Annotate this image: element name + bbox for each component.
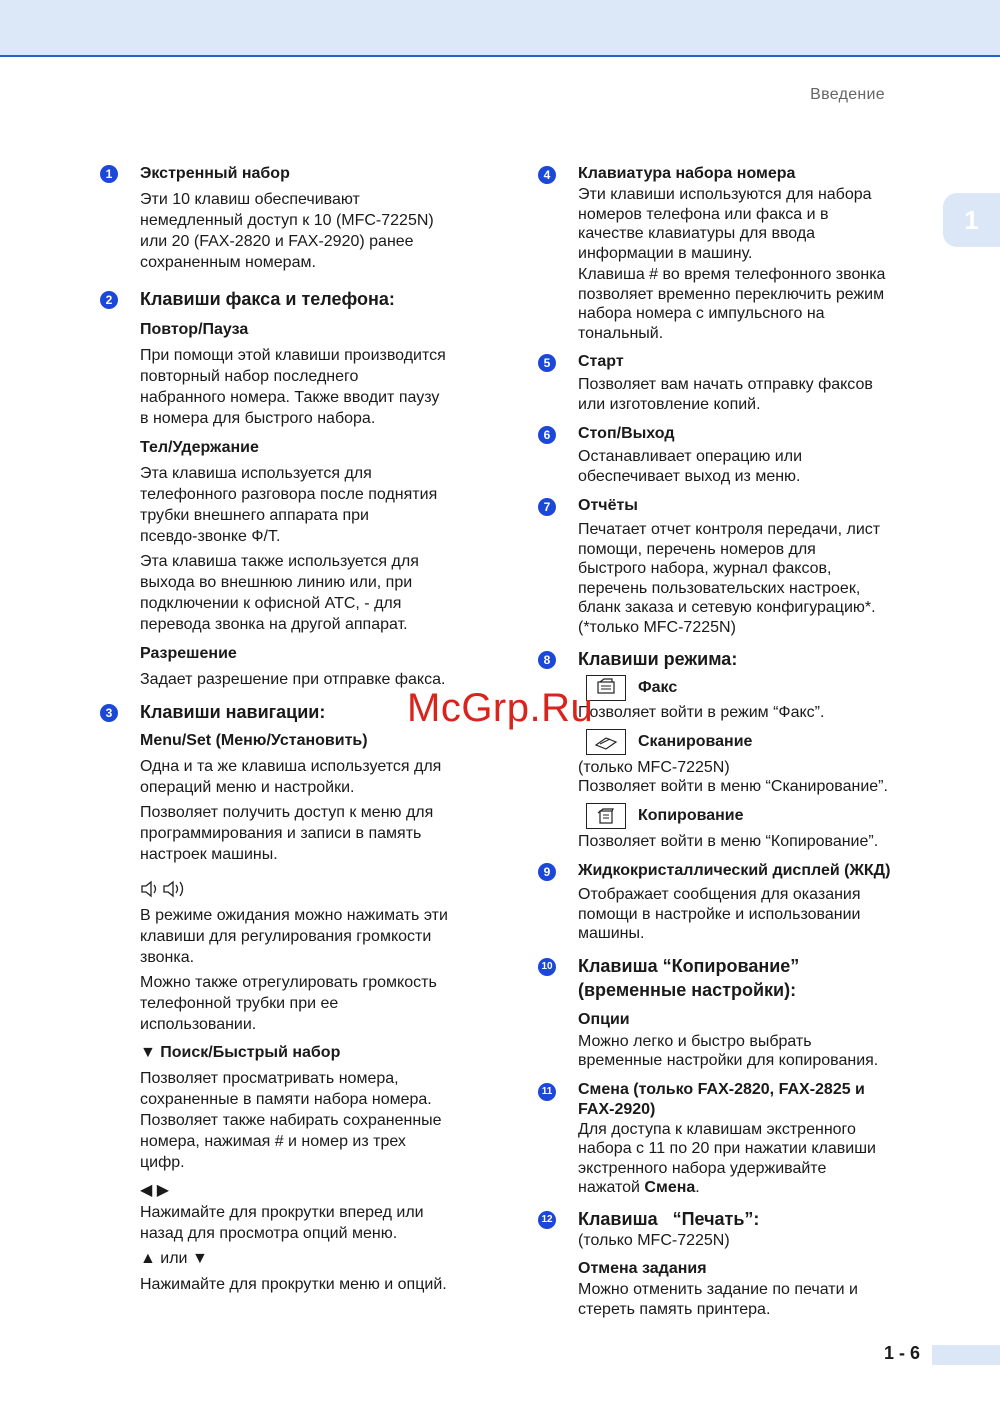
callout-number: 5 xyxy=(538,354,556,372)
section-title: Клавиатура набора номера xyxy=(578,165,796,182)
text-line: Эти 10 клавиш обеспечивают xyxy=(140,191,360,208)
callout-number: 4 xyxy=(538,166,556,184)
subsection-title: Опции xyxy=(578,1010,630,1028)
section-title: Экстренный набор xyxy=(140,165,290,182)
text-line: Можно легко и быстро выбрать xyxy=(578,1032,812,1050)
text-line: операций меню и настройки. xyxy=(140,779,355,796)
callout-number: 12 xyxy=(538,1211,556,1229)
mode-title: Копирование xyxy=(638,806,744,824)
text-line: назад для просмотра опций меню. xyxy=(140,1225,398,1242)
text-line: Можно отменить задание по печати и xyxy=(578,1281,858,1298)
text-line: качестве клавиатуры для ввода xyxy=(578,225,816,242)
text-line: телефонной трубки при ее xyxy=(140,995,339,1012)
scan-mode-row xyxy=(578,729,943,755)
text-line: бланк заказа и сетевую конфигурацию*. xyxy=(578,599,876,616)
section-speed-dial xyxy=(100,163,500,273)
text-line: Нажимайте для прокрутки вперед или xyxy=(140,1204,424,1221)
text-line xyxy=(578,1178,943,1198)
section-dial-pad xyxy=(538,163,943,343)
text-line: Позволяет войти в режим “Факс”. xyxy=(578,704,825,721)
callout-number: 7 xyxy=(538,498,556,516)
left-right-arrows: ◀ ▶ xyxy=(140,1182,170,1199)
text-line: Эта клавиша также используется для xyxy=(140,553,419,570)
text-line: В режиме ожидания можно нажимать эти xyxy=(140,907,448,924)
text-line: машины. xyxy=(578,925,645,942)
text-line: Можно также отрегулировать громкость xyxy=(140,974,437,991)
callout-number: 8 xyxy=(538,651,556,669)
subsection-title: Разрешение xyxy=(140,645,237,662)
section-title: Жидкокристаллический дисплей (ЖКД) xyxy=(578,862,891,879)
text-line: помощи в настройке и использовании xyxy=(578,905,861,923)
section-shift xyxy=(538,1080,943,1198)
text-line: использовании. xyxy=(140,1016,257,1033)
chapter-tab: 1 xyxy=(943,193,1000,247)
section-reports xyxy=(538,495,943,637)
text-line: Позволяет вам начать отправку факсов xyxy=(578,376,873,393)
text-line: экстренного набора удерживайте xyxy=(578,1159,827,1177)
scanner-icon xyxy=(586,729,626,755)
section-title: Клавиши факса и телефона: xyxy=(140,289,395,309)
section-copy-key xyxy=(538,954,943,1071)
header-bar xyxy=(0,0,1000,57)
volume-icons xyxy=(140,879,500,901)
text-line: немедленный доступ к 10 (MFC-7225N) xyxy=(140,212,434,229)
callout-number: 9 xyxy=(538,863,556,881)
section-title: Стоп/Выход xyxy=(578,425,675,442)
text-line: Клавиша # во время телефонного звонка xyxy=(578,266,886,283)
text-line: выхода во внешнюю линию или, при xyxy=(140,574,413,591)
section-navigation-keys xyxy=(100,700,500,1295)
text-line: повторный набор последнего xyxy=(140,368,359,385)
subsection-title: Menu/Set (Меню/Установить) xyxy=(140,732,368,749)
text-line: Останавливает операцию или xyxy=(578,448,803,465)
section-fax-phone-keys xyxy=(100,287,500,690)
section-lcd xyxy=(538,860,943,944)
speaker-icon xyxy=(140,879,190,899)
text-line: быстрого набора, журнал факсов, xyxy=(578,560,832,577)
text-line: Позволяет войти в меню “Копирование”. xyxy=(578,832,879,850)
section-start xyxy=(538,351,943,414)
chapter-title: Введение xyxy=(810,86,885,103)
text-line: стереть память принтера. xyxy=(578,1300,771,1318)
text-line: (только MFC-7225N) xyxy=(578,758,730,776)
subsection-title: ▼ Поиск/Быстрый набор xyxy=(140,1044,341,1061)
text-line: Позволяет просматривать номера, xyxy=(140,1070,399,1087)
text-line: перечень пользовательских настроек, xyxy=(578,579,861,597)
section-title-line2: FAX-2920) xyxy=(578,1100,656,1118)
text-line: Для доступа к клавишам экстренного xyxy=(578,1120,856,1138)
copier-icon xyxy=(586,803,626,829)
right-column xyxy=(538,163,943,1319)
text-line: цифр. xyxy=(140,1154,185,1171)
text-line: Отображает сообщения для оказания xyxy=(578,886,861,903)
callout-number: 3 xyxy=(100,704,118,722)
callout-number: 11 xyxy=(538,1083,556,1101)
section-title: Смена (только FAX-2820, FAX-2825 и xyxy=(578,1080,865,1098)
section-title: Отчёты xyxy=(578,497,638,514)
page-number: 1 - 6 xyxy=(884,1343,921,1363)
section-title: Клавиши навигации: xyxy=(140,702,326,722)
bold-key-name: Смена xyxy=(644,1179,696,1196)
text-line: трубки внешнего аппарата при xyxy=(140,507,369,524)
section-title: Клавиши режима: xyxy=(578,649,738,669)
section-title: Клавиша “Печать”: xyxy=(578,1208,760,1229)
text-line: сохраненные в памяти набора номера. xyxy=(140,1091,432,1108)
text-line: номеров телефона или факса и в xyxy=(578,205,829,223)
text-line: временные настройки для копирования. xyxy=(578,1052,879,1069)
text-line: (*только MFC-7225N) xyxy=(578,618,736,636)
callout-number: 6 xyxy=(538,426,556,444)
callout-number: 2 xyxy=(100,291,118,309)
mode-title: Сканирование xyxy=(638,732,753,750)
text-line: набора номера с импульсного на xyxy=(578,305,825,322)
text-line: Позволяет войти в меню “Сканирование”. xyxy=(578,778,888,795)
callout-number: 10 xyxy=(538,958,556,976)
section-mode-keys xyxy=(538,647,943,851)
text-line: перевода звонка на другой аппарат. xyxy=(140,616,408,633)
text-line: позволяет временно переключить режим xyxy=(578,285,885,303)
text-line: обеспечивает выход из меню. xyxy=(578,467,801,485)
text-line: псевдо-звонке Ф/Т. xyxy=(140,528,281,545)
text-line: или изготовление копий. xyxy=(578,395,761,413)
section-stop-exit xyxy=(538,423,943,486)
subsection-title: Повтор/Пауза xyxy=(140,321,249,338)
fax-mode-row xyxy=(578,675,943,701)
text-line: помощи, перечень номеров для xyxy=(578,540,816,558)
section-print-key xyxy=(538,1207,943,1320)
text-line: звонка. xyxy=(140,949,195,966)
text-line: Одна и та же клавиша используется для xyxy=(140,758,442,775)
text-line: Задает разрешение при отправке факса. xyxy=(140,671,446,688)
text-line: Эта клавиша используется для xyxy=(140,465,372,482)
text-line: сохраненным номерам. xyxy=(140,254,316,271)
subsection-title: Отмена задания xyxy=(578,1260,707,1277)
watermark: McGrp.Ru xyxy=(407,686,594,730)
copy-mode-row xyxy=(578,803,943,829)
section-title: Старт xyxy=(578,353,624,370)
text-line: (только MFC-7225N) xyxy=(578,1231,730,1249)
text-line: настроек машины. xyxy=(140,846,278,863)
mode-title: Факс xyxy=(638,679,678,696)
text-line: Печатает отчет контроля передачи, лист xyxy=(578,521,881,538)
subsection-title: Тел/Удержание xyxy=(140,439,259,456)
text-line: При помощи этой клавиши производится xyxy=(140,347,446,364)
text-line: телефонного разговора после поднятия xyxy=(140,486,438,503)
text-line: в номера для быстрого набора. xyxy=(140,410,376,427)
text-line: или 20 (FAX-2820 и FAX-2920) ранее xyxy=(140,233,414,250)
text-line: Нажимайте для прокрутки меню и опций. xyxy=(140,1276,447,1293)
text-line: набора с 11 по 20 при нажатии клавиши xyxy=(578,1140,876,1157)
text-line: Позволяет получить доступ к меню для xyxy=(140,804,434,821)
section-title: Клавиша “Копирование” xyxy=(578,955,800,976)
text-fragment: нажатой xyxy=(578,1179,645,1196)
text-fragment: . xyxy=(695,1179,700,1196)
text-line: Позволяет также набирать сохраненные xyxy=(140,1112,442,1129)
text-line: клавиши для регулирования громкости xyxy=(140,928,432,945)
section-title-line2: (временные настройки): xyxy=(578,979,797,1000)
text-line: тональный. xyxy=(578,324,664,342)
up-down-arrows: ▲ или ▼ xyxy=(140,1250,208,1267)
callout-number: 1 xyxy=(100,165,118,183)
text-line: подключении к офисной АТС, - для xyxy=(140,595,402,612)
page-number-bar xyxy=(932,1345,1000,1365)
text-line: Эти клавиши используются для набора xyxy=(578,186,872,203)
text-line: набранного номера. Также вводит паузу xyxy=(140,389,440,406)
text-line: номера, нажимая # и номер из трех xyxy=(140,1133,406,1150)
text-line: программирования и записи в память xyxy=(140,825,422,842)
text-line: информации в машину. xyxy=(578,244,753,262)
